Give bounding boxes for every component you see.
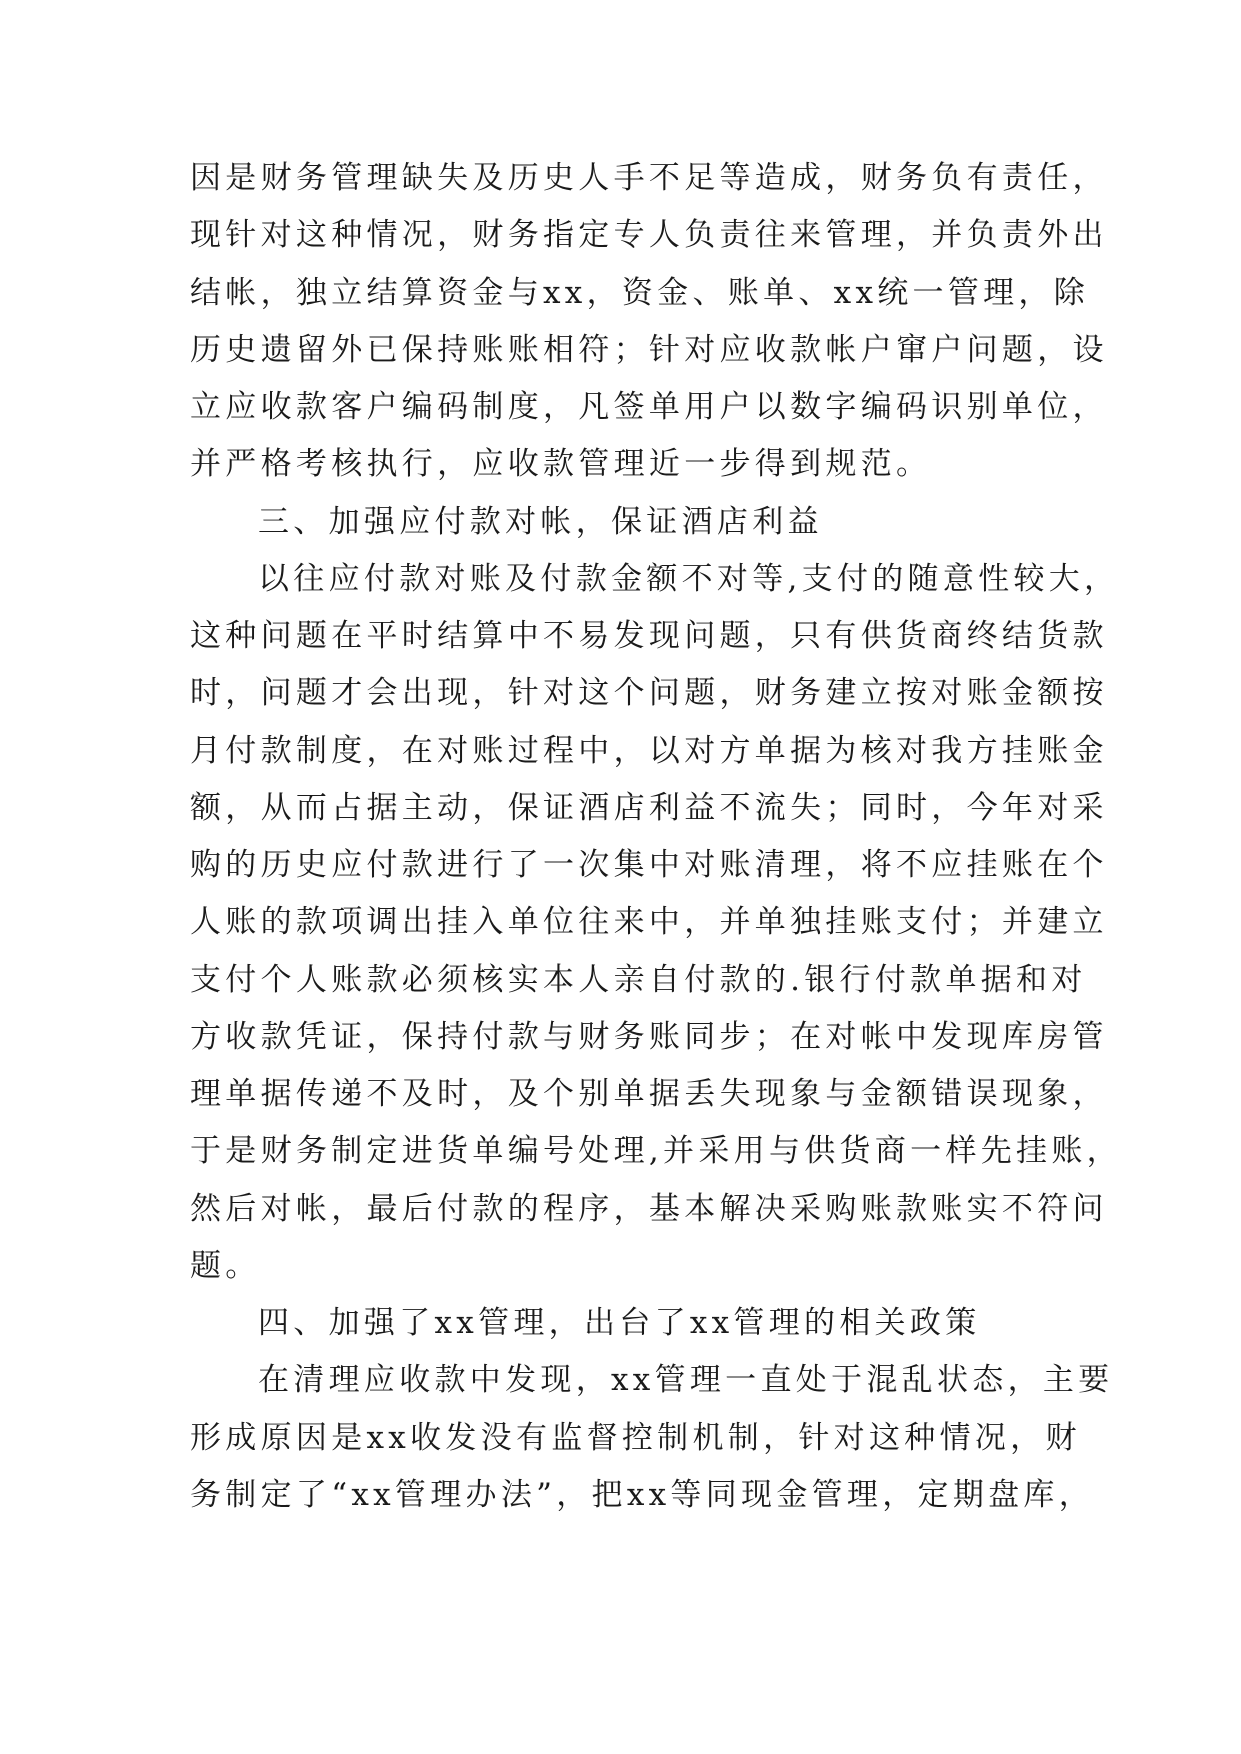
text-line: 立应收款客户编码制度，凡签单用户以数字编码识别单位，: [190, 389, 1108, 425]
text-line: 结帐，独立结算资金与xx，资金、账单、xx统一管理，除: [190, 274, 1090, 311]
text-line: 人账的款项调出挂入单位往来中，并单独挂账支付；并建立: [190, 904, 1108, 941]
text-line: 时，问题才会出现，针对这个问题，财务建立按对账金额按: [190, 675, 1108, 712]
text-line: 方收款凭证，保持付款与财务账同步；在对帐中发现库房管: [190, 1018, 1108, 1055]
text-line: 历史遗留外已保持账账相符；针对应收款帐户窜户问题，设: [190, 331, 1108, 368]
document-page: [190, 150, 1122, 1524]
text-line: 于是财务制定进货单编号处理,并采用与供货商一样先挂账，: [190, 1133, 1122, 1170]
section-heading: 四、加强了xx管理，出台了xx管理的相关政策: [258, 1305, 981, 1341]
text-line: 额，从而占据主动，保证酒店利益不流失；同时，今年对采: [190, 789, 1108, 826]
text-line: 在清理应收款中发现，xx管理一直处于混乱状态，主要: [258, 1362, 1114, 1399]
text-line: 题。: [190, 1247, 261, 1284]
text-line: 因是财务管理缺失及历史人手不足等造成，财务负有责任，: [190, 160, 1108, 196]
section-heading: 三、加强应付款对帐，保证酒店利益: [258, 503, 823, 540]
text-line: 然后对帐，最后付款的程序，基本解决采购账款账实不符问: [190, 1190, 1108, 1227]
text-line: 支付个人账款必须核实本人亲自付款的.银行付款单据和对: [190, 961, 1087, 998]
text-line: 务制定了“xx管理办法”，把xx等同现金管理，定期盘库，: [190, 1476, 1095, 1513]
text-line: 这种问题在平时结算中不易发现问题，只有供货商终结货款: [190, 618, 1108, 654]
text-line: 现针对这种情况，财务指定专人负责往来管理，并负责外出: [190, 217, 1108, 254]
text-line: 购的历史应付款进行了一次集中对账清理，将不应挂账在个: [190, 847, 1108, 883]
text-line: 并严格考核执行，应收款管理近一步得到规范。: [190, 446, 932, 483]
text-line: 月付款制度，在对账过程中，以对方单据为核对我方挂账金: [190, 732, 1108, 769]
text-line: 形成原因是xx收发没有监督控制机制，针对这种情况，财: [190, 1419, 1081, 1456]
text-line: 理单据传递不及时，及个别单据丢失现象与金额错误现象，: [190, 1076, 1108, 1112]
text-line: 以往应付款对账及付款金额不对等,支付的随意性较大，: [258, 560, 1120, 597]
